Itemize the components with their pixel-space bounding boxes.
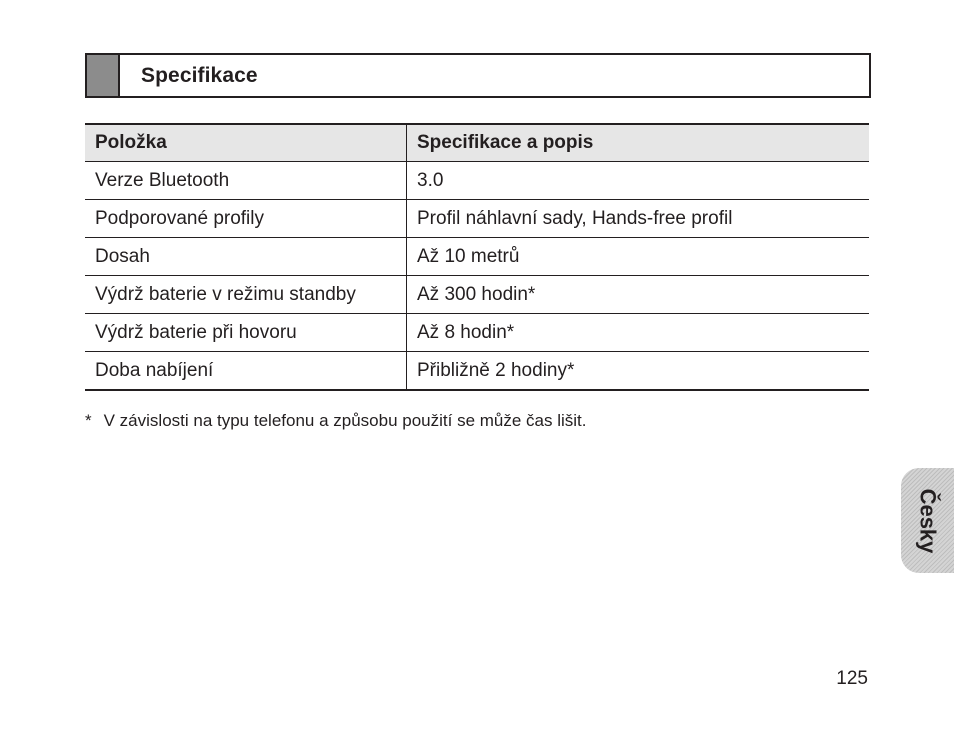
row-value: Až 8 hodin* <box>407 314 870 352</box>
row-label: Podporované profily <box>85 200 407 238</box>
footnote-marker: * <box>85 411 92 430</box>
row-value: Přibližně 2 hodiny* <box>407 352 870 391</box>
language-tab-label: Česky <box>915 488 940 553</box>
row-value: Až 300 hodin* <box>407 276 870 314</box>
row-label: Verze Bluetooth <box>85 162 407 200</box>
footnote <box>85 411 587 431</box>
table-header-row <box>85 124 869 162</box>
table-row <box>85 162 869 200</box>
section-header <box>85 53 871 98</box>
row-value: 3.0 <box>407 162 870 200</box>
spec-table <box>85 123 869 391</box>
section-marker <box>87 55 120 96</box>
row-label: Doba nabíjení <box>85 352 407 391</box>
table-row <box>85 352 869 391</box>
table-row <box>85 314 869 352</box>
row-label: Výdrž baterie při hovoru <box>85 314 407 352</box>
row-value: Profil náhlavní sady, Hands-free profil <box>407 200 870 238</box>
table-row <box>85 200 869 238</box>
table-row <box>85 238 869 276</box>
row-label: Výdrž baterie v režimu standby <box>85 276 407 314</box>
column-header-item: Položka <box>85 124 407 162</box>
row-value: Až 10 metrů <box>407 238 870 276</box>
section-title: Specifikace <box>141 64 258 87</box>
language-tab <box>901 468 954 573</box>
page-number: 125 <box>836 668 868 689</box>
row-label: Dosah <box>85 238 407 276</box>
column-header-spec: Specifikace a popis <box>407 124 870 162</box>
footnote-text: V závislosti na typu telefonu a způsobu použití se může čas lišit. <box>103 411 587 430</box>
table-row <box>85 276 869 314</box>
